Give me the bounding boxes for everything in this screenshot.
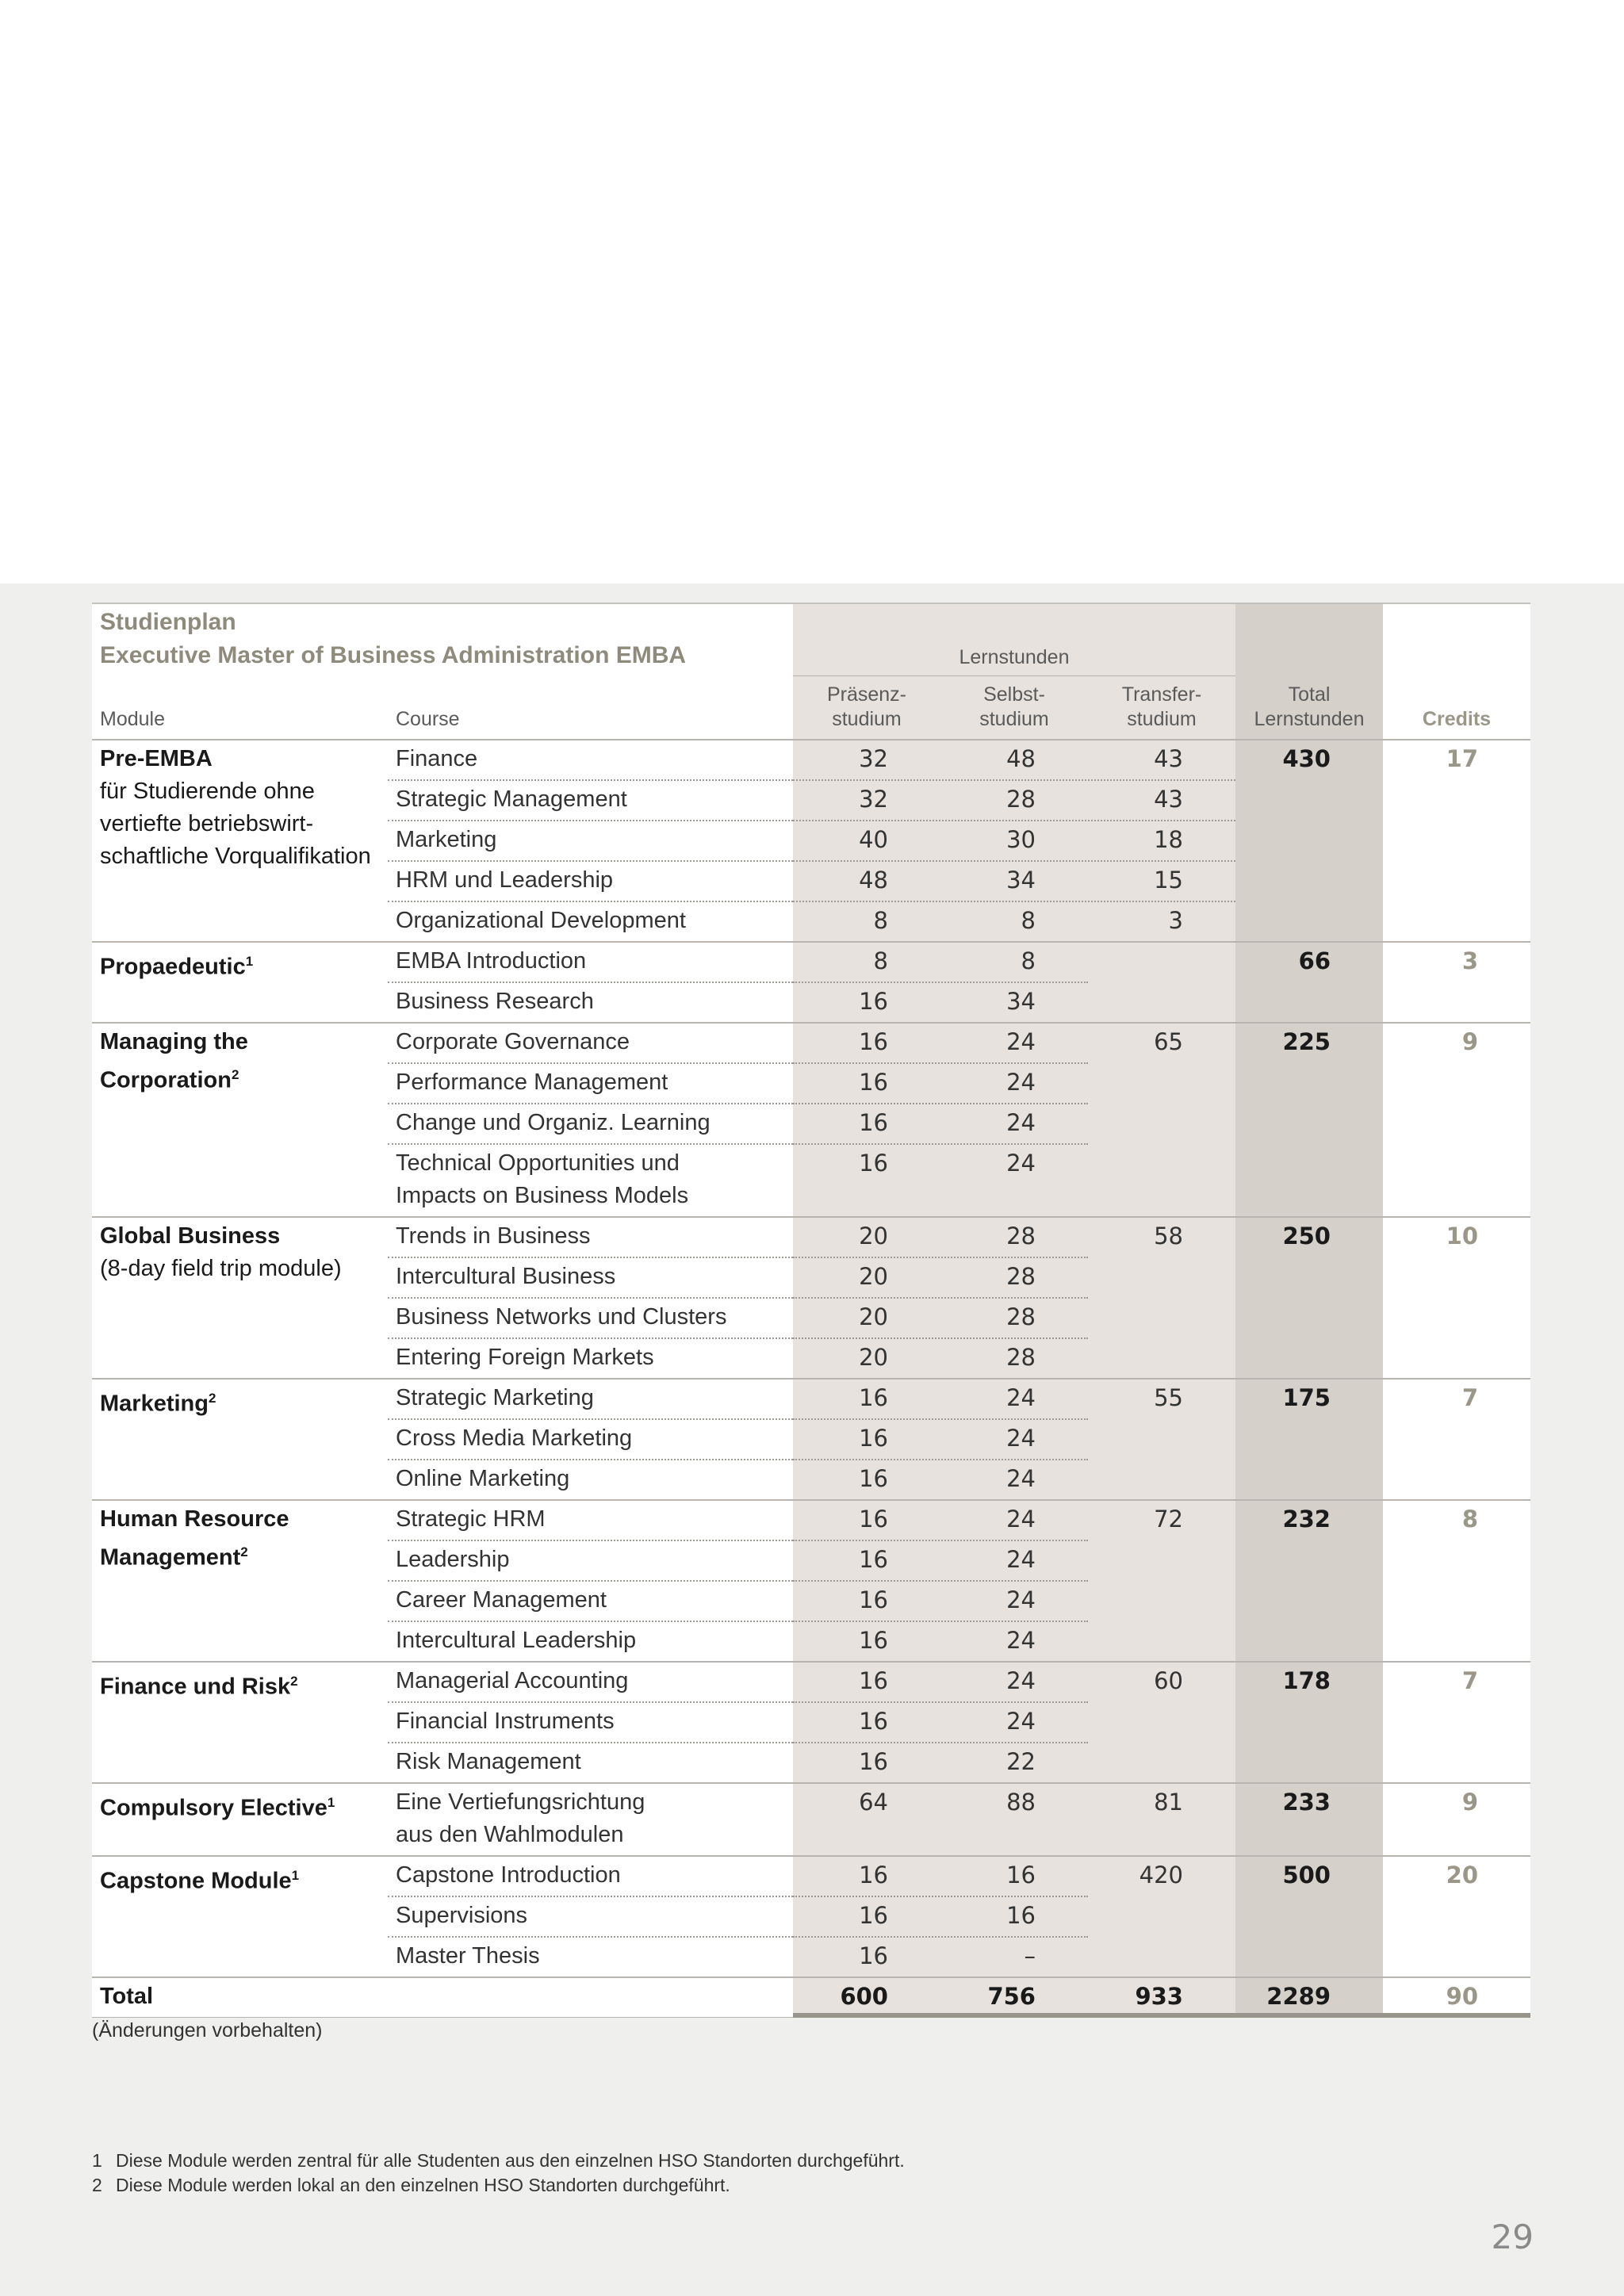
- course-separator: [388, 1540, 793, 1541]
- course-separator: [388, 901, 793, 902]
- value-separator: [793, 1062, 1088, 1064]
- selbst-value: 28: [1006, 1303, 1036, 1330]
- value-separator: [793, 820, 1235, 821]
- selbst-value: 24: [1006, 1708, 1036, 1735]
- course-name: [396, 1584, 776, 1617]
- course-separator: [388, 1742, 793, 1743]
- header-praesenz: Präsenz- studium: [826, 683, 907, 730]
- course-line: Business Research: [396, 989, 594, 1014]
- header-module: Module: [100, 708, 165, 730]
- value-separator: [793, 1143, 1088, 1145]
- praesenz-value: 16: [859, 1384, 888, 1411]
- course-name: [396, 1940, 776, 1973]
- transfer-value: 81: [1154, 1789, 1183, 1816]
- module-title: Finance und Risk$^2$: [100, 1674, 298, 1700]
- course-name: [396, 1463, 776, 1495]
- total-praesenz: 600: [840, 1983, 888, 2010]
- course-name: [396, 1107, 776, 1139]
- course-line: Strategic HRM: [396, 1506, 546, 1532]
- group-rule: [92, 941, 1530, 943]
- group-rule: [92, 1855, 1530, 1857]
- value-separator: [793, 982, 1088, 983]
- credits-value: 7: [1461, 1384, 1478, 1411]
- module-title: Human Resource: [100, 1506, 289, 1532]
- course-separator: [388, 982, 793, 983]
- selbst-value: 48: [1006, 745, 1036, 772]
- table-subtitle: Executive Master of Business Administration EMBA: [100, 642, 687, 668]
- transfer-value: 15: [1154, 867, 1183, 894]
- value-separator: [793, 1896, 1088, 1897]
- selbst-value: 24: [1006, 1546, 1036, 1573]
- praesenz-value: 20: [859, 1263, 888, 1290]
- footnote-marker: 2: [231, 1067, 239, 1082]
- table-title: Studienplan: [100, 609, 236, 635]
- header-total: Total Lernstunden: [1254, 683, 1365, 730]
- course-line: Entering Foreign Markets: [396, 1345, 654, 1370]
- course-name: [396, 1382, 776, 1414]
- header-selbst: Selbst- studium: [979, 683, 1049, 730]
- praesenz-value: 16: [859, 1902, 888, 1929]
- transfer-value: 60: [1154, 1667, 1183, 1694]
- course-name: [396, 1066, 776, 1099]
- module-name: [100, 1382, 377, 1421]
- total-value: 178: [1282, 1667, 1331, 1694]
- module-title: Managing the: [100, 1029, 248, 1054]
- footnote-marker: 1: [245, 954, 254, 969]
- transfer-value: 43: [1154, 786, 1183, 813]
- credits-value: 9: [1461, 1028, 1478, 1055]
- module-title: Propaedeutic$^1$: [100, 954, 254, 980]
- praesenz-value: 8: [873, 907, 888, 934]
- total-value: 250: [1282, 1223, 1331, 1249]
- course-line: Career Management: [396, 1587, 607, 1613]
- selbst-value: 34: [1006, 867, 1036, 894]
- praesenz-value: 16: [859, 1150, 888, 1177]
- module-title: Pre-EMBA: [100, 746, 213, 771]
- module-name: [100, 1859, 377, 1898]
- selbst-value: 24: [1006, 1465, 1036, 1492]
- group-rule: [92, 1022, 1530, 1024]
- group-rule: [92, 1216, 1530, 1218]
- course-separator: [388, 1621, 793, 1622]
- praesenz-value: 16: [859, 1627, 888, 1654]
- praesenz-value: 16: [859, 1465, 888, 1492]
- module-name: [100, 1026, 377, 1097]
- transfer-value: 72: [1154, 1506, 1183, 1533]
- course-separator: [388, 1936, 793, 1938]
- value-separator: [793, 1580, 1088, 1582]
- selbst-value: 34: [1006, 988, 1036, 1015]
- course-line: Finance: [396, 746, 478, 771]
- course-line: Impacts on Business Models: [396, 1183, 689, 1208]
- praesenz-value: 16: [859, 1546, 888, 1573]
- praesenz-value: 20: [859, 1303, 888, 1330]
- module-name: [100, 1220, 377, 1285]
- total-underline-bar: [793, 2013, 1530, 2018]
- course-name: [396, 1301, 776, 1334]
- praesenz-value: 16: [859, 1667, 888, 1694]
- course-separator: [388, 1062, 793, 1064]
- header-credits: Credits: [1422, 708, 1492, 730]
- course-line: Intercultural Leadership: [396, 1628, 637, 1653]
- course-line: Supervisions: [396, 1903, 528, 1928]
- course-line: Trends in Business: [396, 1223, 591, 1249]
- selbst-value: 28: [1006, 1263, 1036, 1290]
- footnote-2: 2 Diese Module werden lokal an den einzelnen HSO Standorten durchgeführt.: [92, 2175, 730, 2195]
- credits-value: 7: [1461, 1667, 1478, 1694]
- header-subdivider: [793, 675, 1235, 676]
- credits-value: 8: [1461, 1506, 1478, 1533]
- selbst-value: 88: [1006, 1789, 1036, 1816]
- value-separator: [793, 1297, 1088, 1299]
- course-line: Online Marketing: [396, 1466, 570, 1491]
- course-line: Strategic Management: [396, 786, 627, 812]
- selbst-value: 24: [1006, 1384, 1036, 1411]
- course-line: aus den Wahlmodulen: [396, 1822, 624, 1847]
- course-name: [396, 1503, 776, 1536]
- footnote-marker: 1: [291, 1868, 300, 1883]
- group-rule: [92, 1782, 1530, 1784]
- module-subtitle: vertiefte betriebswirt-: [100, 811, 314, 836]
- selbst-value: 24: [1006, 1425, 1036, 1452]
- value-separator: [793, 1103, 1088, 1104]
- header-course: Course: [396, 708, 460, 730]
- course-name: [396, 824, 776, 856]
- course-line: Business Networks und Clusters: [396, 1304, 727, 1330]
- selbst-value: 16: [1006, 1902, 1036, 1929]
- course-name: [396, 1341, 776, 1374]
- course-name: [396, 985, 776, 1018]
- changes-note: (Änderungen vorbehalten): [92, 2019, 323, 2042]
- course-separator: [388, 1103, 793, 1104]
- course-line: Master Thesis: [396, 1943, 540, 1969]
- praesenz-value: 16: [859, 1425, 888, 1452]
- value-separator: [793, 1701, 1088, 1703]
- course-line: Marketing: [396, 827, 497, 852]
- praesenz-value: 16: [859, 1862, 888, 1888]
- footnote-marker: 1: [327, 1795, 335, 1810]
- selbst-value: 24: [1006, 1109, 1036, 1136]
- course-name: [396, 1261, 776, 1293]
- selbst-value: 22: [1006, 1748, 1036, 1775]
- course-line: Eine Vertiefungsrichtung: [396, 1789, 645, 1815]
- footnote-1: 1 Diese Module werden zentral für alle Studenten aus den einzelnen HSO Standorten durchgeführt.: [92, 2150, 905, 2171]
- value-separator: [793, 901, 1235, 902]
- total-lernstunden: 2289: [1266, 1983, 1331, 2010]
- selbst-value: 28: [1006, 1223, 1036, 1249]
- module-name: [100, 743, 377, 873]
- course-line: Performance Management: [396, 1070, 668, 1095]
- credits-value: 10: [1446, 1223, 1478, 1249]
- transfer-value: 55: [1154, 1384, 1183, 1411]
- value-separator: [793, 1418, 1088, 1420]
- module-subtitle: Corporation$^2$: [100, 1067, 239, 1093]
- module-name: [100, 1786, 377, 1825]
- header-lernstunden: Lernstunden: [959, 646, 1070, 668]
- value-separator: [793, 1936, 1088, 1938]
- course-name: [396, 1786, 776, 1851]
- selbst-value: 24: [1006, 1069, 1036, 1096]
- course-separator: [388, 1418, 793, 1420]
- course-separator: [388, 779, 793, 781]
- module-subtitle: Management$^2$: [100, 1544, 248, 1571]
- course-name: [396, 1026, 776, 1058]
- total-value: 225: [1282, 1028, 1331, 1055]
- total-value: 430: [1282, 745, 1331, 772]
- transfer-value: 58: [1154, 1223, 1183, 1249]
- total-value: 66: [1298, 947, 1331, 974]
- praesenz-value: 8: [873, 947, 888, 974]
- transfer-value: 43: [1154, 745, 1183, 772]
- praesenz-value: 16: [859, 1586, 888, 1613]
- selbst-value: 24: [1006, 1627, 1036, 1654]
- praesenz-value: 48: [859, 867, 888, 894]
- course-line: Organizational Development: [396, 908, 686, 933]
- value-separator: [793, 1257, 1088, 1258]
- selbst-value: 24: [1006, 1667, 1036, 1694]
- selbst-value: –: [1024, 1942, 1036, 1969]
- transfer-value: 65: [1154, 1028, 1183, 1055]
- header-transfer: Transfer- studium: [1121, 683, 1202, 730]
- value-separator: [793, 1459, 1088, 1460]
- module-name: [100, 1665, 377, 1704]
- course-name: [396, 945, 776, 978]
- course-line: Change und Organiz. Learning: [396, 1110, 710, 1135]
- praesenz-value: 20: [859, 1223, 888, 1249]
- praesenz-value: 16: [859, 1942, 888, 1969]
- praesenz-value: 16: [859, 1069, 888, 1096]
- group-rule: [92, 1378, 1530, 1380]
- praesenz-value: 16: [859, 1506, 888, 1533]
- selbst-value: 24: [1006, 1506, 1036, 1533]
- praesenz-value: 16: [859, 1748, 888, 1775]
- transfer-value: 420: [1139, 1862, 1183, 1888]
- module-name: [100, 945, 377, 984]
- course-separator: [388, 1337, 793, 1339]
- praesenz-value: 16: [859, 988, 888, 1015]
- course-name: [396, 783, 776, 816]
- praesenz-value: 16: [859, 1109, 888, 1136]
- total-label: Total: [100, 1984, 154, 2009]
- praesenz-value: 32: [859, 745, 888, 772]
- module-subtitle: schaftliche Vorqualifikation: [100, 844, 371, 869]
- value-separator: [793, 860, 1235, 862]
- total-value: 233: [1282, 1789, 1331, 1816]
- course-name: [396, 905, 776, 937]
- module-subtitle: für Studierende ohne: [100, 779, 315, 804]
- selbst-value: 30: [1006, 826, 1036, 853]
- course-line: Cross Media Marketing: [396, 1425, 633, 1451]
- course-separator: [388, 1297, 793, 1299]
- praesenz-value: 20: [859, 1344, 888, 1371]
- course-name: [396, 743, 776, 775]
- total-transfer: 933: [1135, 1983, 1183, 2010]
- selbst-value: 8: [1021, 947, 1036, 974]
- group-rule: [92, 1661, 1530, 1663]
- total-value: 500: [1282, 1862, 1331, 1888]
- course-line: Leadership: [396, 1547, 510, 1572]
- course-separator: [388, 860, 793, 862]
- credits-value: 17: [1446, 745, 1478, 772]
- value-separator: [793, 1337, 1088, 1339]
- course-line: Intercultural Business: [396, 1264, 616, 1289]
- praesenz-value: 32: [859, 786, 888, 813]
- selbst-value: 28: [1006, 1344, 1036, 1371]
- group-rule: [92, 1976, 1530, 1978]
- course-separator: [388, 1701, 793, 1703]
- course-line: Capstone Introduction: [396, 1862, 621, 1888]
- module-subtitle: (8-day field trip module): [100, 1256, 342, 1281]
- selbst-value: 16: [1006, 1862, 1036, 1888]
- praesenz-value: 40: [859, 826, 888, 853]
- footnote-marker: 2: [240, 1544, 248, 1559]
- course-name: [396, 1665, 776, 1697]
- praesenz-value: 64: [859, 1789, 888, 1816]
- value-separator: [793, 1742, 1088, 1743]
- course-name: [396, 1147, 776, 1212]
- module-title: Compulsory Elective$^1$: [100, 1795, 335, 1821]
- course-line: EMBA Introduction: [396, 948, 587, 974]
- selbst-value: 24: [1006, 1586, 1036, 1613]
- page-number: 29: [1491, 2218, 1534, 2256]
- course-name: [396, 1746, 776, 1778]
- module-title: Capstone Module$^1$: [100, 1868, 300, 1894]
- selbst-value: 24: [1006, 1150, 1036, 1177]
- footnote-marker: 2: [290, 1674, 298, 1689]
- module-name: [100, 1503, 377, 1575]
- selbst-value: 28: [1006, 786, 1036, 813]
- credits-value: 3: [1461, 947, 1478, 974]
- group-rule: [92, 1499, 1530, 1501]
- course-name: [396, 1900, 776, 1932]
- course-separator: [388, 1459, 793, 1460]
- total-value: 175: [1282, 1384, 1331, 1411]
- course-name: [396, 1544, 776, 1576]
- course-line: Corporate Governance: [396, 1029, 630, 1054]
- course-separator: [388, 1143, 793, 1145]
- course-line: Risk Management: [396, 1749, 581, 1774]
- credits-value: 20: [1446, 1862, 1478, 1888]
- module-title: Marketing$^2$: [100, 1391, 216, 1417]
- total-credits: 90: [1446, 1983, 1478, 2010]
- value-separator: [793, 779, 1235, 781]
- course-name: [396, 1624, 776, 1657]
- group-rule: [92, 739, 1530, 740]
- selbst-value: 24: [1006, 1028, 1036, 1055]
- value-separator: [793, 1621, 1088, 1622]
- transfer-value: 3: [1168, 907, 1183, 934]
- course-separator: [388, 820, 793, 821]
- total-value: 232: [1282, 1506, 1331, 1533]
- course-line: Managerial Accounting: [396, 1668, 629, 1693]
- praesenz-value: 16: [859, 1708, 888, 1735]
- total-selbst: 756: [987, 1983, 1036, 2010]
- credits-value: 9: [1461, 1789, 1478, 1816]
- table-top-rule: [92, 603, 1530, 604]
- course-name: [396, 1422, 776, 1455]
- course-name: [396, 1705, 776, 1738]
- course-separator: [388, 1896, 793, 1897]
- course-separator: [388, 1580, 793, 1582]
- course-name: [396, 864, 776, 897]
- footnote-marker: 2: [208, 1391, 216, 1406]
- transfer-value: 18: [1154, 826, 1183, 853]
- course-line: Strategic Marketing: [396, 1385, 594, 1410]
- course-name: [396, 1220, 776, 1253]
- praesenz-value: 16: [859, 1028, 888, 1055]
- course-line: Technical Opportunities und: [396, 1150, 680, 1176]
- course-line: Financial Instruments: [396, 1709, 615, 1734]
- course-name: [396, 1859, 776, 1892]
- value-separator: [793, 1540, 1088, 1541]
- selbst-value: 8: [1021, 907, 1036, 934]
- module-title: Global Business: [100, 1223, 281, 1249]
- course-separator: [388, 1257, 793, 1258]
- course-line: HRM und Leadership: [396, 867, 614, 893]
